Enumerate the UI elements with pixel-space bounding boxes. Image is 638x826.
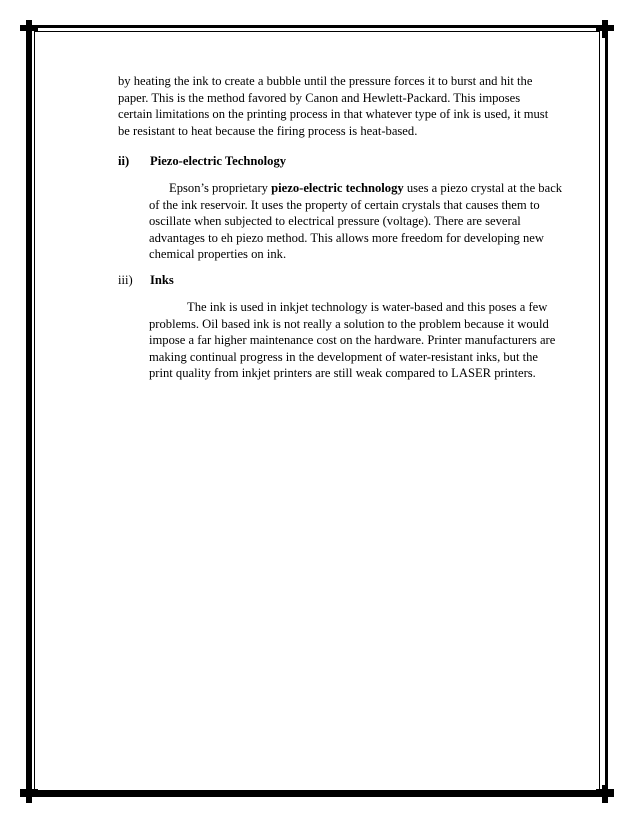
paragraph-line: advantages to eh piezo method. This allows more freedom for developing new: [149, 230, 544, 245]
paragraph-line: by heating the ink to create a bubble until the pressure forces it to burst and hit the: [118, 74, 533, 88]
paragraph-line: making continual progress in the development of water-resistant inks, but the: [149, 349, 539, 364]
section-title: Inks: [150, 273, 174, 287]
paragraph-line: oscillate when subjected to electrical pressure (voltage). There are several: [149, 214, 521, 228]
inks-paragraph: [149, 299, 556, 382]
section-number: iii): [118, 273, 133, 287]
paragraph-line: chemical properties on ink.: [149, 247, 287, 261]
text-run: Epson’s proprietary: [169, 181, 272, 195]
paragraph-line: certain limitations on the printing process in that whatever type of ink is used, it must: [118, 107, 549, 121]
bold-term: piezo-electric technology: [271, 181, 404, 195]
section-heading-piezo: [118, 153, 286, 170]
paragraph-line: [149, 180, 563, 197]
paragraph-line: of the ink reservoir. It uses the property of certain crystals that causes them to: [149, 197, 540, 212]
section-number: ii): [118, 154, 130, 168]
paragraph-line: be resistant to heat because the firing process is heat-based.: [118, 123, 418, 138]
paragraph-line: The ink is used in inkjet technology is water-based and this poses a few: [187, 300, 548, 314]
paragraph-line: print quality from inkjet printers are still weak compared to LASER printers.: [149, 366, 536, 380]
section-title: Piezo-electric Technology: [150, 154, 287, 168]
paragraph-line: impose a far higher maintenance cost on the hardware. Printer manufacturers are: [149, 333, 556, 347]
text-run: uses a piezo crystal at the back: [403, 181, 563, 195]
section-heading-inks: [118, 272, 174, 289]
paragraph-line: problems. Oil based ink is not really a solution to the problem because it would: [149, 316, 549, 331]
paragraph-line: paper. This is the method favored by Canon and Hewlett-Packard. This imposes: [118, 90, 521, 105]
piezo-paragraph: [149, 180, 563, 263]
intro-paragraph: [118, 73, 560, 139]
